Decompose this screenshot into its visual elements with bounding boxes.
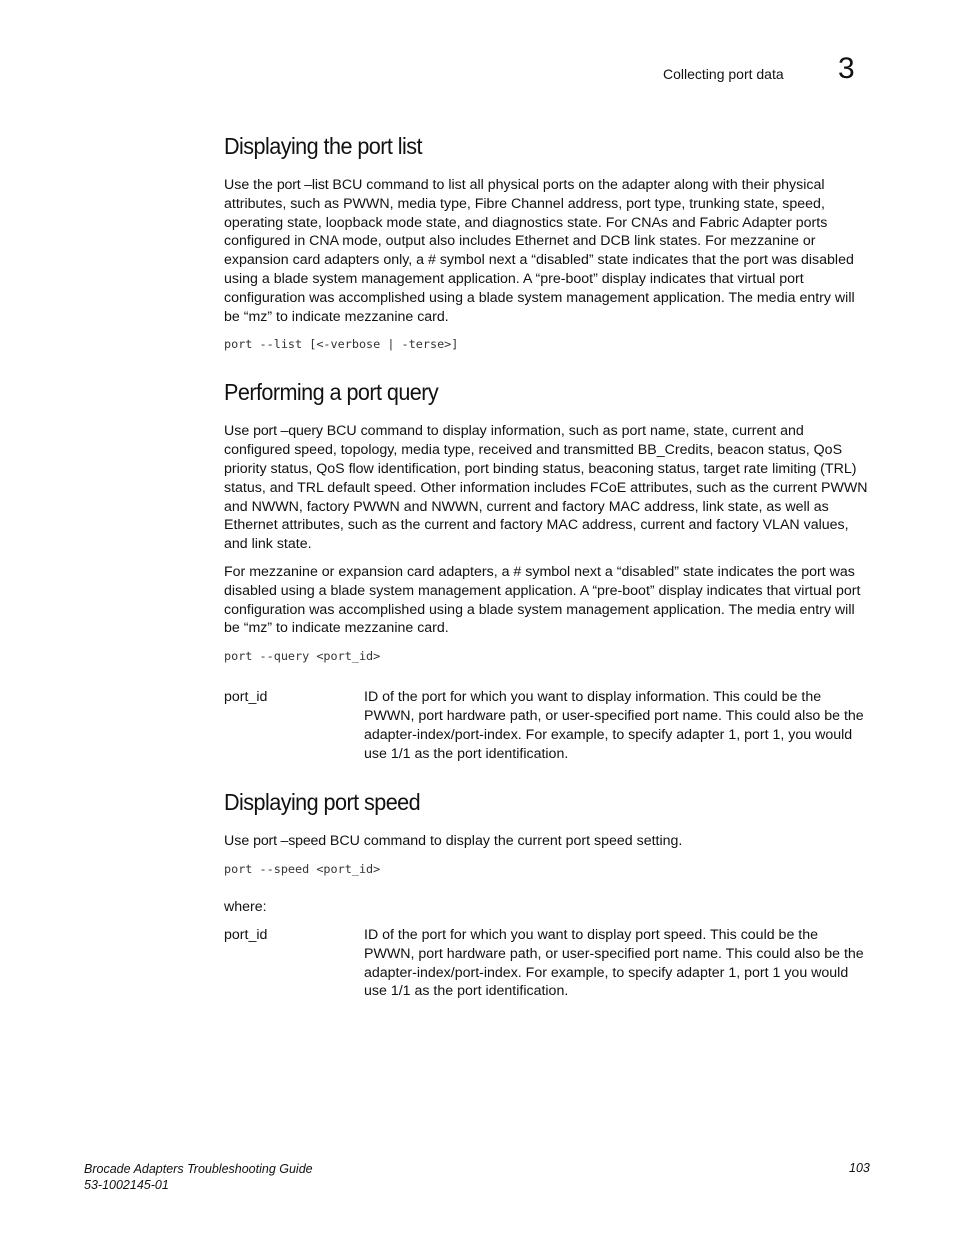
document-number: 53-1002145-01 (84, 1178, 169, 1192)
body-paragraph: Use the port –list BCU command to list all physical ports on the adapter along with their physical attributes, such as PWWN, media type, Fibre Channel address, port type, trunking state, speed, operating state, loopback mode state, and diagnostics state. For CNAs and Fabric Adapter ports configured in CNA mode, output also includes Ethernet and DCB link states. For mezzanine or expansion card adapters only, a # symbol next a “disabled” state indicates that the port was disabled using a blade system management application. A “pre-boot” display indicates that virtual port configuration was accomplished using a blade system management application. The media entry will be “mz” to indicate mezzanine card. (224, 177, 855, 325)
code-sample: port --query <port_id> (224, 649, 381, 664)
body-paragraph: For mezzanine or expansion card adapters, a # symbol next a “disabled” state indicates the port was disabled using a blade system management application. A “pre-boot” display indicates that virtual port configuration was accomplished using a blade system management application. The media entry will be “mz” to indicate mezzanine card. (224, 563, 861, 637)
command-name: port –query (253, 423, 323, 440)
footer-left (84, 1161, 313, 1193)
where-label: where: (224, 899, 267, 916)
parameter-row (224, 688, 870, 763)
section-heading: Displaying the port list (224, 133, 422, 159)
parameter-name: port_id (224, 689, 268, 706)
code-sample: port --speed <port_id> (224, 862, 381, 877)
section-heading: Displaying port speed (224, 789, 421, 816)
code-sample: port --list [<-verbose | -terse>] (224, 337, 459, 352)
page-body (224, 133, 870, 1001)
command-name: port –speed (253, 833, 326, 850)
body-paragraph: Use port –query BCU command to display information, such as port name, state, current and configured speed, topology, media type, received and transmitted BB_Credits, beacon status, QoS priority status, QoS flow identification, port binding status, beaconing status, target rate limiting (TRL) status, and TRL default speed. Other information includes FCoE attributes, such as the current PWWN and NWWN, factory PWWN and NWWN, current and factory MAC address, link state, as well as Ethernet attributes, such as the current and factory MAC address, current and factory VLAN values, and link state. (224, 423, 868, 553)
parameter-row (224, 926, 870, 1001)
section-heading: Performing a port query (224, 379, 439, 406)
parameter-name: port_id (224, 926, 268, 943)
page-number: 103 (849, 1161, 870, 1175)
command-name: port –list (276, 177, 329, 193)
body-paragraph: Use port –speed BCU command to display the current port speed setting. (224, 833, 683, 850)
chapter-number: 3 (838, 52, 855, 85)
document-title: Brocade Adapters Troubleshooting Guide (84, 1162, 313, 1176)
running-header: Collecting port data (663, 66, 784, 82)
parameter-description: ID of the port for which you want to display information. This could be the PWWN, port hardware path, or user-specified port name. This could also be the adapter-index/port-index. For example, to specify adapter 1, port 1, you would use 1/1 as the port identification. (364, 689, 864, 762)
parameter-description: ID of the port for which you want to display port speed. This could be the PWWN, port hardware path, or user-specified port name. This could also be the adapter-index/port-index. For example, to specify adapter 1, port 1 you would use 1/1 as the port identification. (364, 926, 864, 1000)
